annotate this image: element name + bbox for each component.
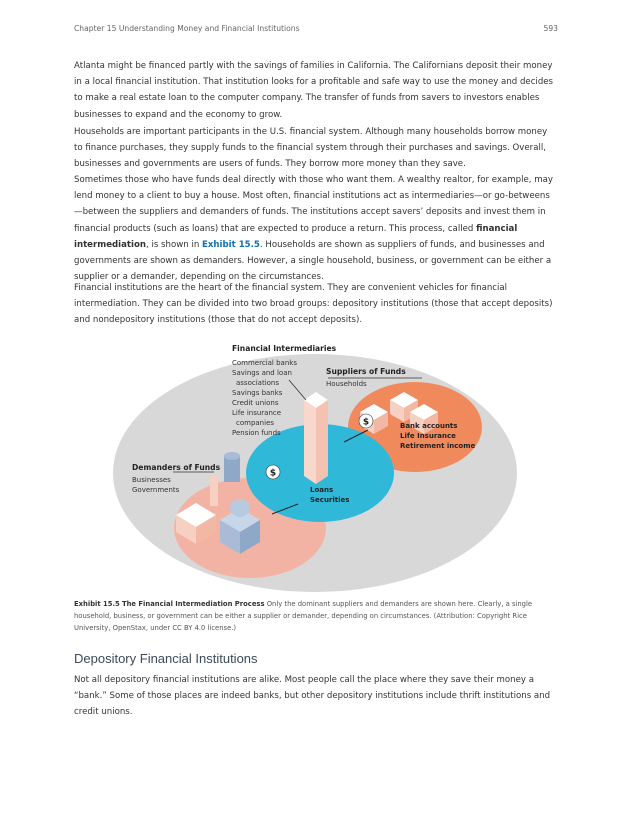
- paragraph-3-part-a: Sometimes those who have funds deal directly with those who want them. A wealthy realtor, for example, may lend money to a client to buy a house. Most often, financial institutions act as intermediaries—or go-betweens—between the suppliers and demanders of funds. The institutions accept savers’ deposits and invest them in financial products (such as loans) that are expected to produce a return. This process, called: [74, 175, 553, 234]
- caption-label: Exhibit 15.5: [74, 600, 120, 608]
- page-header: [74, 24, 558, 33]
- paragraph-2-text: Households are important participants in the U.S. financial system. Although many households borrow money to finance purchases, they supply funds to the financial system through their purchases and savings. Overall, businesses and governments are users of funds. They borrow more money than they save.: [74, 127, 548, 170]
- intermediary-savings-banks: Savings banks: [232, 389, 283, 397]
- suppliers-households: Households: [326, 380, 367, 388]
- suppliers-title: Suppliers of Funds: [326, 367, 406, 376]
- intermediary-associations: associations: [236, 379, 280, 387]
- paragraph-2: [74, 124, 558, 179]
- demanders-title: Demanders of Funds: [132, 463, 221, 472]
- demanders-businesses: Businesses: [132, 476, 171, 484]
- caption-text: Only the dominant suppliers and demanders are shown here. Clearly, a single household, business, or government can be either a supplier or demander, depending on circumstances. (Attribution: Copyright Rice University, OpenStax, under CC BY 4.0 license.): [74, 600, 533, 632]
- paragraph-3-part-c: . Households are shown as suppliers of funds, and businesses and governments are shown as demanders. However, a single household, business, or government can be either a supplier or a demander, depending on the circumstances.: [74, 239, 552, 283]
- section-title: Depository Financial Institutions: [74, 651, 258, 666]
- paragraph-5: [74, 672, 558, 727]
- intermediary-commercial-banks: Commercial banks: [232, 359, 297, 367]
- figure-caption: [74, 598, 558, 634]
- paragraph-3-text: [74, 172, 558, 285]
- intermediaries-title: Financial Intermediaries: [232, 344, 337, 353]
- dollar-sign-demander: $: [269, 468, 277, 479]
- asset-life-insurance: Life Insurance: [400, 432, 456, 440]
- exhibit-link[interactable]: Exhibit 15.5: [202, 239, 260, 250]
- tall-building-icon: [304, 392, 328, 484]
- asset-bank-accounts: Bank accounts: [400, 422, 458, 430]
- demanders-governments: Governments: [132, 486, 180, 494]
- paragraph-5-text: Not all depository financial institutions are alike. Most people call the place where they save their money a “bank.” Some of those places are indeed banks, but other depository institutions include thrift institutions and credit unions.: [74, 675, 551, 718]
- paragraph-1: [74, 58, 558, 129]
- product-securities: Securities: [310, 496, 350, 504]
- intermediary-pension-funds: Pension funds: [232, 429, 281, 437]
- dollar-sign-supplier: $: [362, 417, 370, 428]
- financial-intermediation-term: financial intermediation: [74, 223, 518, 250]
- page-number: 593: [543, 24, 558, 33]
- financial-intermediation-diagram: [110, 330, 520, 592]
- asset-retirement-income: Retirement income: [400, 442, 476, 450]
- intermediary-savings-and-loan: Savings and loan: [232, 369, 292, 377]
- paragraph-4-text: Financial institutions are the heart of the financial system. They are convenient vehicles for financial intermediation. They can be divided into two broad groups: depository institutions (those that accept deposits) and nondepository institutions (those that do not accept deposits).: [74, 283, 553, 326]
- caption-title: The Financial Intermediation Process: [121, 600, 265, 608]
- paragraph-1-text: Atlanta might be financed partly with the savings of families in California. The Californians deposit their money in a local financial institution. That institution looks for a profitable and safe way to use the money and decides to make a real estate loan to the computer company. The transfer of funds from savers to investors enables businesses to expand and the economy to grow.: [74, 61, 554, 120]
- paragraph-3: [74, 172, 558, 291]
- intermediary-life-insurance: Life insurance: [232, 409, 282, 417]
- paragraph-4: [74, 280, 558, 335]
- paragraph-3-part-b: , is shown in: [146, 239, 203, 250]
- product-loans: Loans: [310, 486, 334, 494]
- intermediary-credit-unions: Credit unions: [232, 399, 279, 407]
- chapter-title: Chapter 15 Understanding Money and Financial Institutions: [74, 24, 300, 33]
- intermediary-companies: companies: [236, 419, 275, 427]
